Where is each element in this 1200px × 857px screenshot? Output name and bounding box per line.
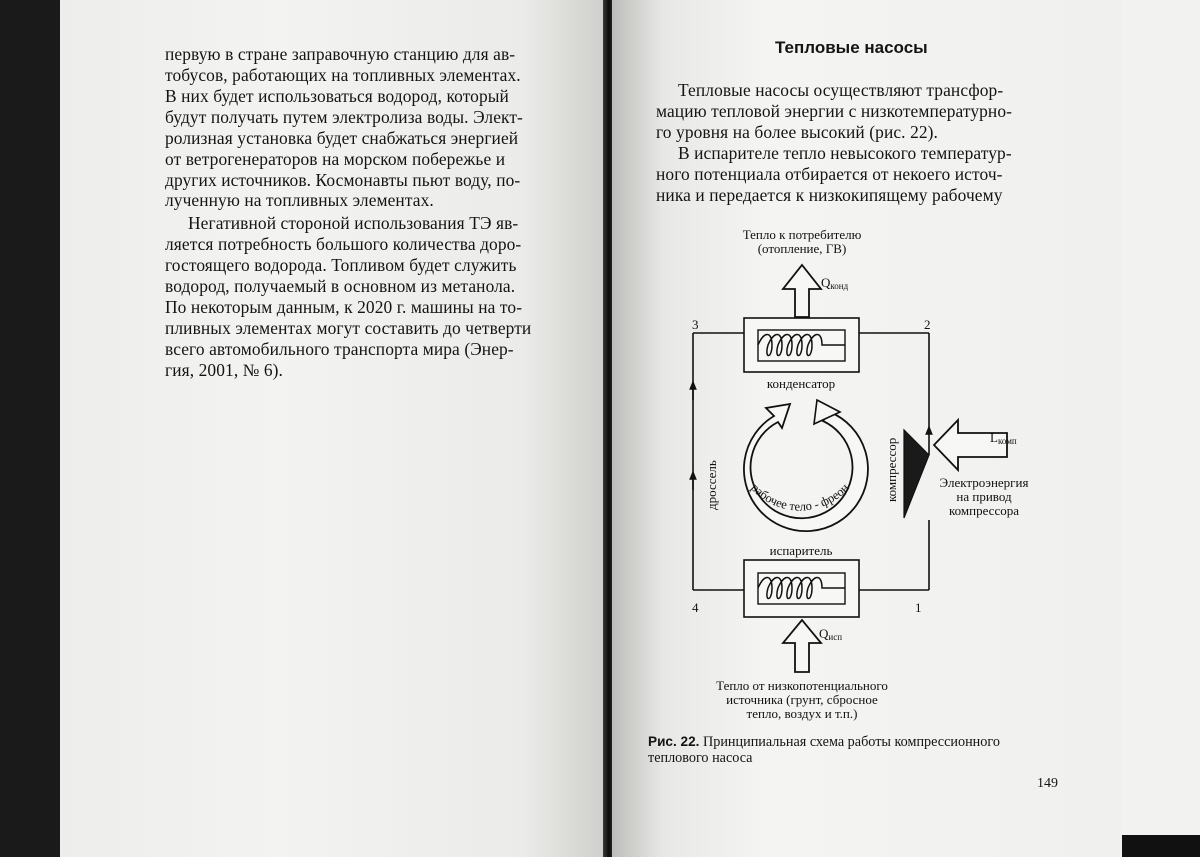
heat-in-arrow-icon xyxy=(783,620,821,672)
power-in-arrow-icon xyxy=(934,420,1007,470)
q-kond-label xyxy=(821,275,849,291)
left-p1-line-3: В них будет использоваться водород, который xyxy=(165,86,509,106)
left-p2-line-7: всего автомобильного транспорта мира (Энер- xyxy=(165,339,514,359)
section-title: Тепловые насосы xyxy=(775,38,928,58)
heat-from-source-label-3: тепло, воздух и т.п.) xyxy=(747,706,858,721)
left-p1-line-1: первую в стране заправочную станцию для ав- xyxy=(165,44,515,64)
q-isp-symbol: Q xyxy=(819,626,829,641)
right-p1-line-3: го уровня на более высокий (рис. 22). xyxy=(656,122,938,142)
right-page xyxy=(612,0,1122,857)
left-p2-line-1: Негативной стороной использования ТЭ яв- xyxy=(188,213,518,233)
corner-4: 4 xyxy=(692,600,699,615)
compressor-label: компрессор xyxy=(884,438,899,502)
heat-from-source-label-1: Тепло от низкопотенциального xyxy=(716,678,888,693)
right-p2-line-2: ного потенциала отбирается от некоего источ- xyxy=(656,164,1003,184)
left-p2-line-5: По некоторым данным, к 2020 г. машины на то- xyxy=(165,297,522,317)
right-p1-line-2: мацию тепловой энергии с низкотемпературно- xyxy=(656,101,1012,121)
right-p2-line-3: ника и передается к низкокипящему рабочему xyxy=(656,185,1003,205)
throttle-label: дроссель xyxy=(704,460,719,510)
right-p1-line-1: Тепловые насосы осуществляют трансфор- xyxy=(678,80,1003,100)
left-p2-line-8: гия, 2001, № 6). xyxy=(165,360,283,380)
corner-2: 2 xyxy=(924,317,931,332)
page-number: 149 xyxy=(1037,776,1058,792)
heat-out-arrow-icon xyxy=(783,265,821,317)
heat-from-source-label-2: источника (грунт, сбросное xyxy=(726,692,878,707)
energy-label-3: компрессора xyxy=(949,503,1019,518)
corner-1: 1 xyxy=(915,600,922,615)
q-kond-symbol: Q xyxy=(821,275,831,290)
left-p1-line-4: будут получать путем электролиза воды. Элект- xyxy=(165,107,523,127)
left-page xyxy=(60,0,605,857)
right-p2-line-1: В испарителе тепло невысокого температур- xyxy=(678,143,1012,163)
left-p1-line-8: лученную на топливных элементах. xyxy=(165,190,434,210)
heat-to-consumer-label-2: (отопление, ГВ) xyxy=(758,241,847,256)
figure-caption-line-2: теплового насоса xyxy=(648,750,752,767)
left-p1-line-6: от ветрогенераторов на морском побережье и xyxy=(165,149,505,169)
l-komp-subscript: комп xyxy=(998,436,1017,446)
figure-caption-line-1 xyxy=(648,733,1000,751)
condenser-label: конденсатор xyxy=(767,376,835,391)
caption-label: Рис. 22. xyxy=(648,734,699,749)
compressor-icon xyxy=(904,430,929,518)
caption-text-1: Принципиальная схема работы компрессионного xyxy=(699,734,999,750)
q-kond-subscript: конд xyxy=(830,281,848,291)
heat-pump-diagram xyxy=(612,0,1122,857)
evaporator-label: испаритель xyxy=(770,543,833,558)
energy-label-2: на привод xyxy=(956,489,1012,504)
corner-3: 3 xyxy=(692,317,699,332)
outer-page-edge xyxy=(1122,0,1200,857)
heat-to-consumer-label-1: Тепло к потребителю xyxy=(743,227,862,242)
energy-label-1: Электроэнергия xyxy=(940,475,1029,490)
left-p2-line-2: ляется потребность большого количества доро- xyxy=(165,234,521,254)
left-p2-line-3: гостоящего водорода. Топливом будет служить xyxy=(165,255,517,275)
q-isp-subscript: исп xyxy=(828,632,842,642)
q-isp-label xyxy=(819,626,842,642)
left-p1-line-7: других источников. Космонавты пьют воду, по- xyxy=(165,170,520,190)
l-komp-symbol: L xyxy=(990,430,998,445)
left-p1-line-5: ролизная установка будет снабжаться энергией xyxy=(165,128,518,148)
left-p1-line-2: тобусов, работающих на топливных элементах. xyxy=(165,65,521,85)
outer-page-corner xyxy=(1122,835,1200,857)
left-p2-line-6: пливных элементах могут составить до четверти xyxy=(165,318,531,338)
working-body-text: рабочее тело - фреон xyxy=(748,480,851,513)
left-p2-line-4: водород, получаемый в основном из метанола. xyxy=(165,276,515,296)
